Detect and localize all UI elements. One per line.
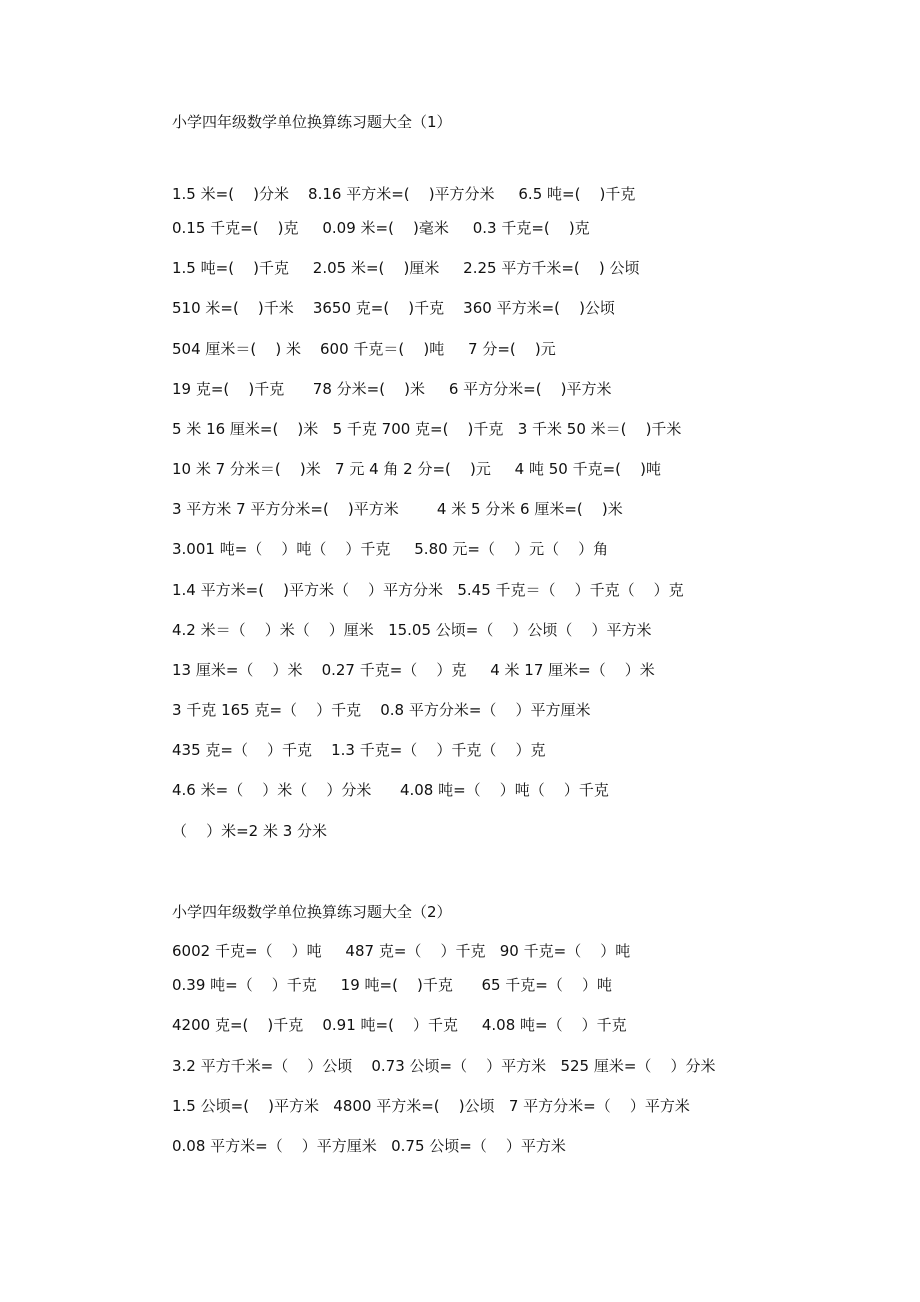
- exercise-line: 6002 千克=（ ）吨 487 克=（ ）千克 90 千克=（ ）吨: [172, 942, 631, 960]
- exercise-line: 10 米 7 分米＝( )米 7 元 4 角 2 分=( )元 4 吨 50 千克=( )吨: [172, 460, 661, 478]
- exercise-line: 1.4 平方米=( )平方米（ ）平方分米 5.45 千克＝（ ）千克（ ）克: [172, 581, 684, 599]
- exercise-line: 13 厘米=（ ）米 0.27 千克=（ ）克 4 米 17 厘米=（ ）米: [172, 661, 655, 679]
- exercise-line: 4200 克=( )千克 0.91 吨=( ）千克 4.08 吨=（ ）千克: [172, 1016, 627, 1034]
- exercise-line: 3.001 吨=（ ）吨（ ）千克 5.80 元=（ ）元（ ）角: [172, 540, 609, 558]
- exercise-line: 1.5 公顷=( )平方米 4800 平方米=( )公顷 7 平方分米=（ ）平方米: [172, 1097, 690, 1115]
- exercise-line: 5 米 16 厘米=( )米 5 千克 700 克=( )千克 3 千米 50 米＝( )千米: [172, 420, 682, 438]
- exercise-line: 435 克=（ ）千克 1.3 千克=（ ）千克（ ）克: [172, 741, 546, 759]
- exercise-line: 3 千克 165 克=（ ）千克 0.8 平方分米=（ ）平方厘米: [172, 701, 591, 719]
- exercise-line: 3 平方米 7 平方分米=( )平方米 4 米 5 分米 6 厘米=( )米: [172, 500, 623, 518]
- exercise-line: 0.15 千克=( )克 0.09 米=( )毫米 0.3 千克=( )克: [172, 219, 590, 237]
- exercise-line: 1.5 吨=( )千克 2.05 米=( )厘米 2.25 平方千米=( ) 公顷: [172, 259, 640, 277]
- exercise-line: （ ）米=2 米 3 分米: [172, 822, 328, 840]
- exercise-line: 0.39 吨=（ ）千克 19 吨=( )千克 65 千克=（ ）吨: [172, 976, 612, 994]
- exercise-line: 19 克=( )千克 78 分米=( )米 6 平方分米=( )平方米: [172, 380, 612, 398]
- exercise-line: 4.2 米＝（ ）米（ ）厘米 15.05 公顷=（ ）公顷（ ）平方米: [172, 621, 652, 639]
- exercise-line: 510 米=( )千米 3650 克=( )千克 360 平方米=( )公顷: [172, 299, 615, 317]
- section-2-title: 小学四年级数学单位换算练习题大全（2）: [172, 903, 452, 921]
- exercise-line: 3.2 平方千米=（ ）公顷 0.73 公顷=（ ）平方米 525 厘米=（ ）分米: [172, 1057, 716, 1075]
- exercise-line: 0.08 平方米=（ ）平方厘米 0.75 公顷=（ ）平方米: [172, 1137, 566, 1155]
- exercise-line: 4.6 米=（ ）米（ ）分米 4.08 吨=（ ）吨（ ）千克: [172, 781, 609, 799]
- exercise-line: 504 厘米＝( ) 米 600 千克＝( )吨 7 分=( )元: [172, 340, 556, 358]
- exercise-line: 1.5 米=( )分米 8.16 平方米=( )平方分米 6.5 吨=( )千克: [172, 185, 636, 203]
- section-1-title: 小学四年级数学单位换算练习题大全（1）: [172, 113, 452, 131]
